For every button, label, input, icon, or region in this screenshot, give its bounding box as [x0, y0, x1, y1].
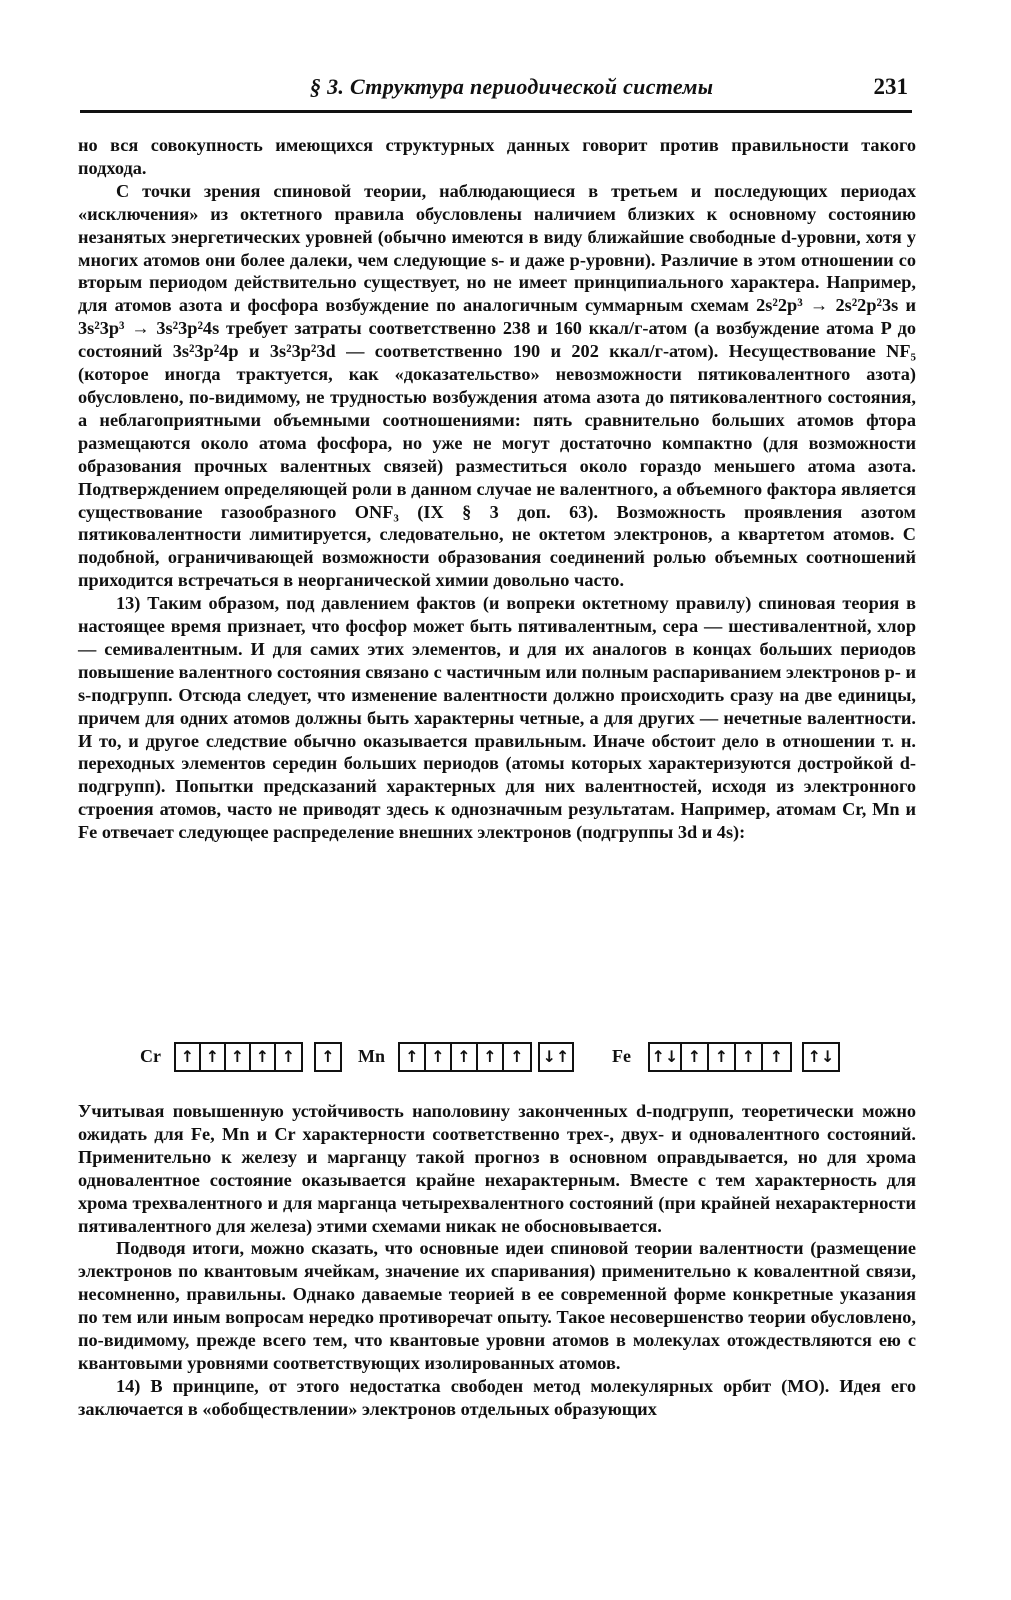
- orbital-cell: ↑: [682, 1044, 709, 1070]
- paragraph-summary: Подводя итоги, можно сказать, что основные идеи спиновой теории валентности (размещение электронов по квантовым ячейкам, значение их спаривания) применительно к ковалентной связи, несомненно, правильны. Однако даваемые теорией в ее современной форме конкретные указания по тем или иным вопросам нередко противоречат опыту. Такое несовершенство теории обусловлено, по-видимому, прежде всего тем, что квантовые уровни атомов в молекулах отождествляются ею с квантовыми уровнями соответствующих изолированных атомов.: [78, 1238, 916, 1373]
- orbital-cell: ↑: [478, 1044, 504, 1070]
- orbital-cell: ↑: [400, 1044, 426, 1070]
- running-header: [80, 74, 910, 108]
- paragraph-13: 13) Таким образом, под давлением фактов (и вопреки октетному правилу) спиновая теория в настоящее время признает, что фосфор может быть пятивалентным, сера — шестивалентной, хлор — семивалентным. И для самих этих элементов, и для их аналогов в концах больших периодов повышение валентного состояния связано с частичным или полным распариванием электронов p- и s-подгрупп. Отсюда следует, что изменение валентности должно происходить сразу на две единицы, причем для одних атомов должны быть характерны четные, а для других — нечетные валентности. И то, и другое следствие обычно оказывается правильным. Иначе обстоит дело в отношении т. н. переходных элементов середин больших периодов (атомы которых характеризуются достройкой d-подгрупп). Попытки предсказаний характерных для них валентностей, исходя из электронного строения атомов, часто не приводят здесь к однозначным результатам. Например, атомам Cr, Mn и Fe отвечает следующее распределение внешних электронов (подгруппы 3d и 4s):: [78, 593, 916, 843]
- mn-3d-box: [398, 1042, 532, 1072]
- running-title: § 3. Структура периодической системы: [310, 74, 714, 99]
- orbital-cell: ↑: [176, 1044, 201, 1070]
- orbital-cell: ↑: [226, 1044, 251, 1070]
- orbital-cell: ↑: [321, 1047, 335, 1066]
- fe-3d-box: [648, 1042, 792, 1072]
- orbital-cell: ↑↓: [650, 1044, 682, 1070]
- paragraph-half-filled: Учитывая повышенную устойчивость наполовину законченных d-подгрупп, теоретически можно ожидать для Fe, Mn и Cr характерности соответственно трех-, двух- и одновалентного состояний. Применительно к железу и марганцу такой прогноз в основном оправдывается, но для хрома одновалентное состояние оказывается крайне нехарактерным. Вместе с тем характерность для хрома трехвалентного и для марганца четырехвалентного состояний (при крайней нехарактерности пятивалентного для железа) этими схемами никак не обосновывается.: [78, 1101, 916, 1236]
- paragraph-spin-theory: С точки зрения спиновой теории, наблюдающиеся в третьем и последующих периодах «исключения» из октетного правила обусловлены наличием близких к основному состоянию незанятых энергетических уровней (обычно имеются в виду ближайшие свободные d-уровни, хотя у многих атомов они более далеки, чем следующие s- и даже p-уровни). Различие в этом отношении со вторым периодом действительно существует, но не имеет принципиального характера. Например, для атомов азота и фосфора возбуждение по аналогичным суммарным схемам 2s²2p³ → 2s²2p²3s и 3s²3p³ → 3s²3p²4s требует затраты соответственно 238 и 160 ккал/г-атом (а возбуждение атома P до состояний 3s²3p²4p и 3s²3p²3d — соответственно 190 и 202 ккал/г-атом). Несуществование NF₅ (которое иногда трактуется, как «доказательство» невозможности пятиковалентного азота) обусловлено, по-видимому, не трудностью возбуждения атома азота до пятиковалентного состояния, а неблагоприятными объемными соотношениями: пять сравнительно больших атомов фтора размещаются около атома фосфора, но уже не могут достаточно компактно (для возможности образования прочных валентных связей) разместиться около гораздо меньшего атома азота. Подтверждением определяющей роли в данном случае не валентного, а объемного фактора является существование газообразного ONF₃ (IX § 3 доп. 63). Возможность проявления азотом пятиковалентности лимитируется, следовательно, не октетом электронов, а квартетом атомов. С подобной, ограничивающей возможности образования соединений ролью объемных соотношений приходится встречаться в неорганической химии довольно часто.: [78, 180, 916, 591]
- element-symbol-cr: Cr: [140, 1046, 161, 1066]
- paragraph-continuation: но вся совокупность имеющихся структурных данных говорит против правильности такого подхода.: [78, 135, 916, 178]
- orbital-cell: ↑: [251, 1044, 276, 1070]
- orbital-cell: ↑: [452, 1044, 478, 1070]
- cr-4s-box: [314, 1042, 342, 1072]
- cr-3d-box: [174, 1042, 303, 1072]
- mn-4s-box: [538, 1042, 574, 1072]
- body-text-bottom: [78, 1100, 916, 1421]
- page-number: 231: [873, 74, 908, 99]
- orbital-cell: ↑: [281, 1047, 296, 1066]
- orbital-cell: ↑↓: [807, 1047, 835, 1066]
- orbital-cell: ↑: [769, 1047, 784, 1066]
- paragraph-14: 14) В принципе, от этого недостатка свободен метод молекулярных орбит (МО). Идея его заключается в «обобществлении» электронов отдельных образующих: [78, 1375, 916, 1419]
- electron-config-row: [0, 1040, 1011, 1080]
- orbital-cell: ↓↑: [542, 1047, 570, 1066]
- body-text-top: [78, 134, 916, 844]
- orbital-cell: ↑: [510, 1047, 524, 1066]
- orbital-cell: ↑: [201, 1044, 226, 1070]
- element-symbol-fe: Fe: [612, 1046, 631, 1066]
- orbital-cell: ↑: [736, 1044, 763, 1070]
- header-rule: [80, 110, 912, 113]
- orbital-cell: ↑: [709, 1044, 736, 1070]
- element-symbol-mn: Mn: [358, 1046, 385, 1066]
- orbital-cell: ↑: [426, 1044, 452, 1070]
- fe-4s-box: [802, 1042, 840, 1072]
